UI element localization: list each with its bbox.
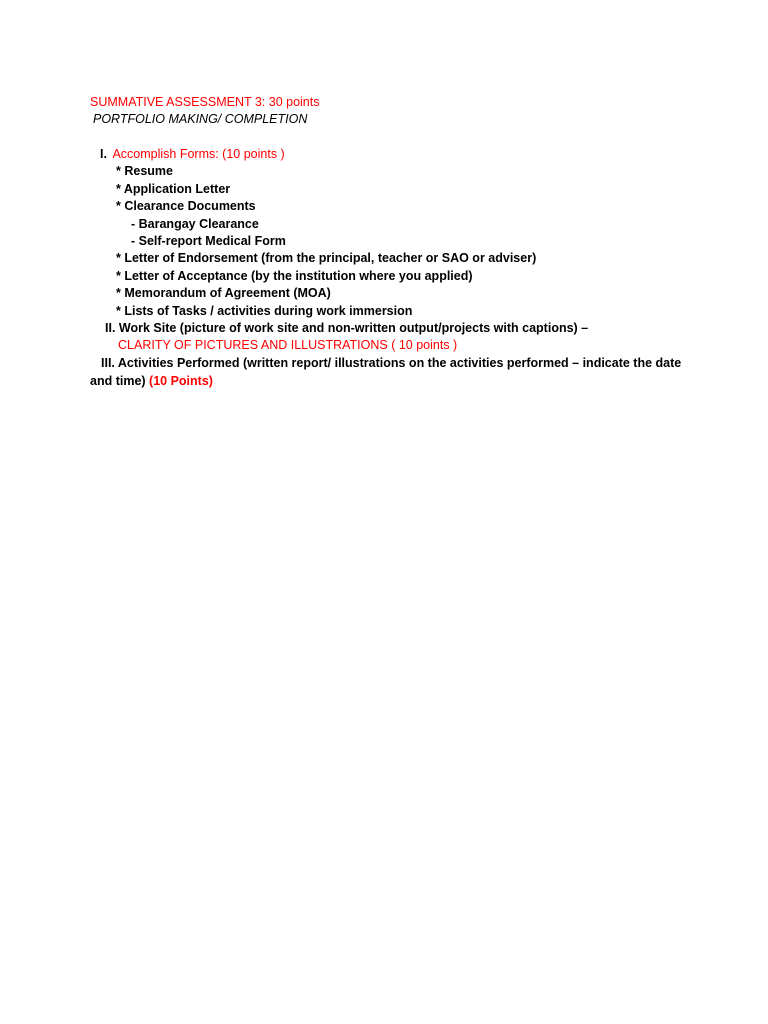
assessment-title: SUMMATIVE ASSESSMENT 3: 30 points	[90, 95, 320, 109]
list-item: * Letter of Endorsement (from the principal, teacher or SAO or adviser)	[116, 251, 537, 265]
section-2-criteria: CLARITY OF PICTURES AND ILLUSTRATIONS ( 10 points )	[118, 338, 458, 352]
list-item: * Resume	[116, 164, 173, 178]
section-3-text-line2: and time)	[90, 374, 146, 388]
section-1-title: Accomplish Forms: (10 points )	[112, 147, 285, 161]
sub-list-item: - Self-report Medical Form	[131, 234, 286, 248]
list-item: * Clearance Documents	[116, 199, 256, 213]
section-2-text: II. Work Site (picture of work site and non-written output/projects with captions) –	[105, 321, 589, 335]
list-item: * Application Letter	[116, 182, 231, 196]
list-item: * Letter of Acceptance (by the institution where you applied)	[116, 269, 473, 283]
list-item: * Lists of Tasks / activities during work immersion	[116, 304, 413, 318]
sub-list-item: - Barangay Clearance	[131, 217, 259, 231]
section-3-points: (10 Points)	[149, 374, 213, 388]
section-3-text: III. Activities Performed (written report/ illustrations on the activities performed – indicate the date	[101, 356, 682, 370]
assessment-subtitle: PORTFOLIO MAKING/ COMPLETION	[93, 112, 308, 126]
list-item: * Memorandum of Agreement (MOA)	[116, 286, 331, 300]
section-1-heading	[100, 146, 285, 163]
section-1-numeral: I.	[100, 147, 107, 161]
section-3-continuation	[90, 373, 213, 390]
